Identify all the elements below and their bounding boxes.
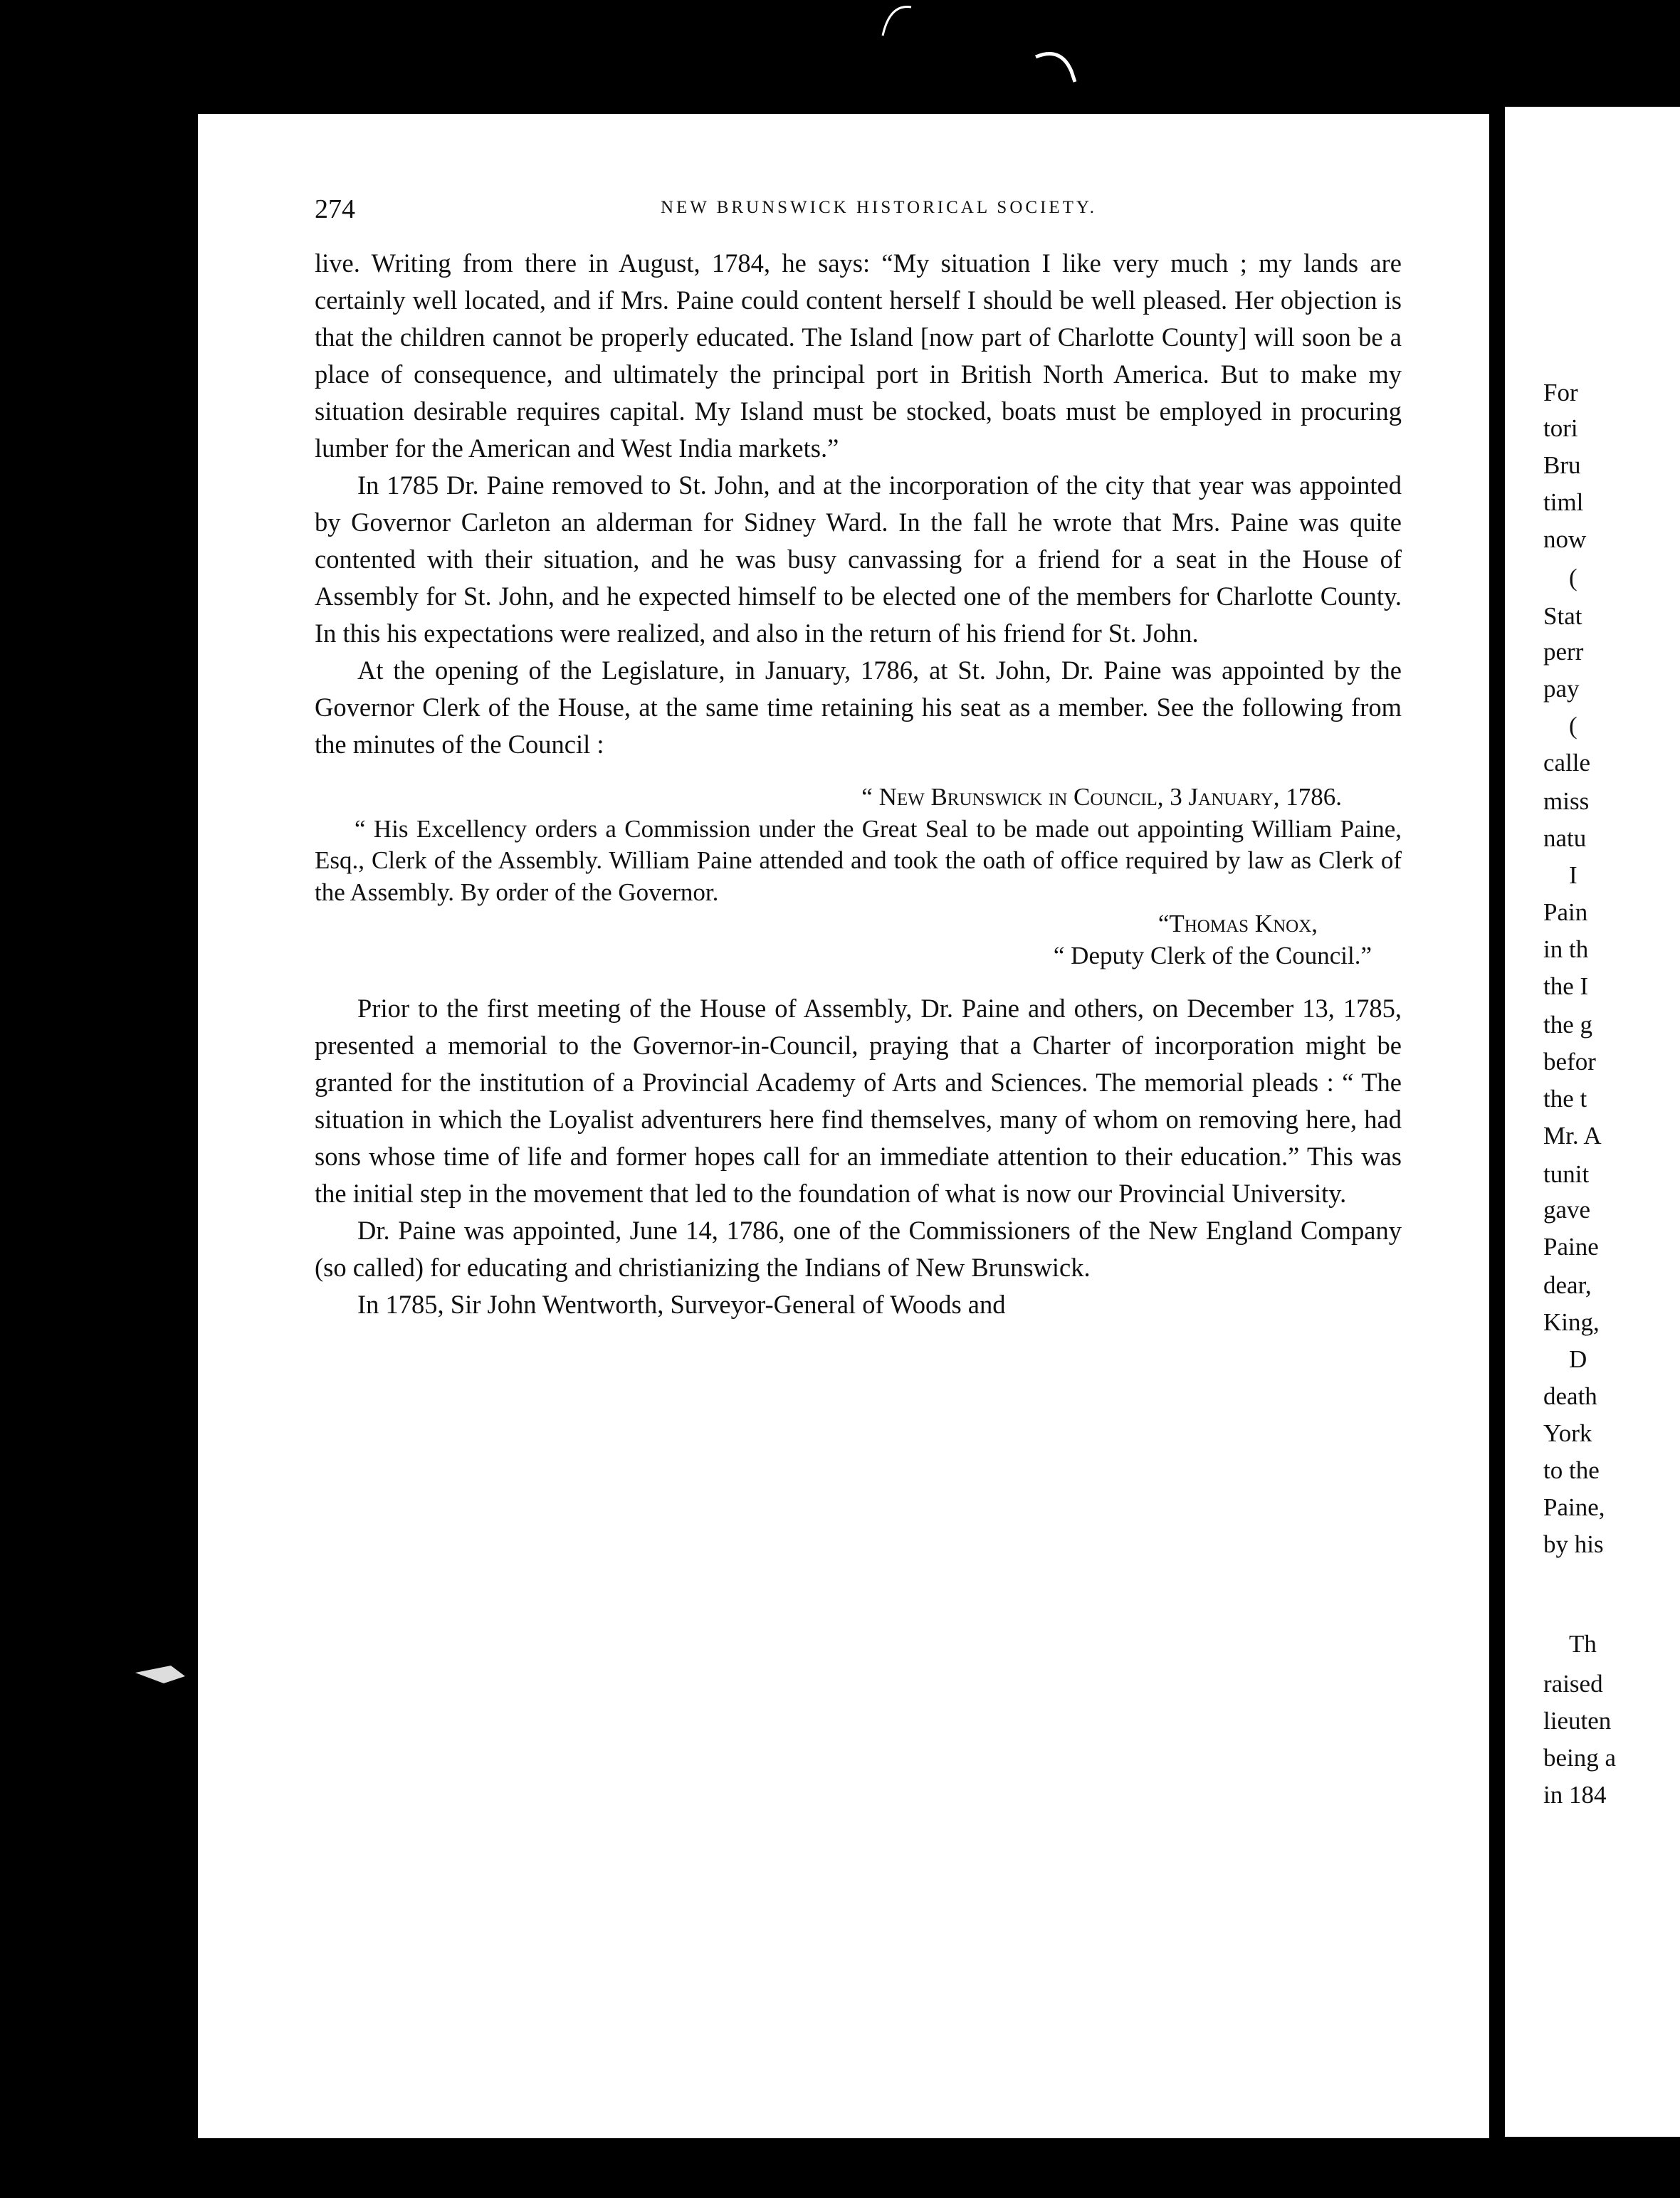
right-page-line-fragment: Mr. A [1543, 1122, 1602, 1150]
right-page-line-fragment: lieuten [1543, 1707, 1612, 1735]
right-page-line-fragment: timl [1543, 488, 1584, 516]
right-page-line-fragment: in th [1543, 935, 1589, 963]
right-page-line-fragment: York [1543, 1419, 1592, 1447]
right-page-line-fragment: D [1569, 1345, 1587, 1373]
right-page-line-fragment: calle [1543, 749, 1591, 777]
right-page-line-fragment: the t [1543, 1085, 1587, 1113]
right-page-line-fragment: Paine [1543, 1233, 1599, 1261]
book-gutter [1489, 114, 1505, 2137]
right-page-line-fragment: the g [1543, 1011, 1593, 1038]
right-page-line-fragment: dear, [1543, 1271, 1592, 1299]
right-page-line-fragment: the I [1543, 972, 1589, 1000]
council-minutes-quote [315, 782, 1402, 972]
right-page-line-fragment: Th [1569, 1630, 1597, 1658]
paragraph: In 1785, Sir John Wentworth, Surveyor-General of Woods and [357, 1290, 1006, 1319]
paragraph: live. Writing from there in August, 1784, he says: “My situation I like very much ; my lands are certainly well located, and if Mrs. Paine could content herself I should be well pleased. Her objection is that the children cannot be properly educated. The Island [now part of Charlotte County] will soon be a place of consequence, and ultimately the principal port in British North America. But to make my situation desirable requires capital. My Island must be stocked, boats must be employed in procuring lumber for the American and West India markets.” [315, 248, 1402, 463]
scan-artifact [128, 1651, 192, 1694]
paragraph: Prior to the first meeting of the House of Assembly, Dr. Paine and others, on December 13, 1785, presented a memorial to the Governor-in-Council, praying that a Charter of incorporation might be granted for the institution of a Provincial Academy of Arts and Sciences. The memorial pleads : “ The situation in which the Loyalist adventurers here find themselves, many of whom on removing here, had sons whose time of life and former hopes call for an immediate attention to their education.” This was the initial step in the movement that led to the foundation of what is now our Provincial University. [315, 994, 1402, 1208]
left-page-body [315, 245, 1402, 1323]
right-page-line-fragment: death [1543, 1382, 1597, 1410]
right-page-line-fragment: natu [1543, 824, 1587, 852]
right-page-line-fragment: King, [1543, 1308, 1600, 1336]
quote-body: “ His Excellency orders a Commission under the Great Seal to be made out appointing William Paine, Esq., Clerk of the Assembly. William Paine attended and took the oath of office required by law as Clerk of the Assembly. By order of the Governor. [315, 814, 1402, 906]
right-page-line-fragment: being a [1543, 1744, 1617, 1772]
right-page-line-fragment: Bru [1543, 451, 1581, 479]
right-page-line-fragment: Pain [1543, 898, 1588, 926]
right-page-line-fragment: in 184 [1543, 1781, 1607, 1809]
right-page-line-fragment: I [1569, 861, 1577, 889]
paragraph: At the opening of the Legislature, in January, 1786, at St. John, Dr. Paine was appointed by the Governor Clerk of the House, at the same time retaining his seat as a member. See the following from the minutes of the Council : [315, 656, 1402, 759]
scan-artifact [199, 2107, 228, 2135]
right-page-line-fragment: pay [1543, 675, 1580, 703]
right-page-line-fragment: gave [1543, 1196, 1591, 1224]
right-page-line-fragment: ( [1569, 564, 1577, 591]
right-page-line-fragment: ( [1569, 712, 1577, 740]
scan-artifact [868, 0, 954, 43]
right-page-line-fragment: befor [1543, 1048, 1596, 1076]
right-page-line-fragment: miss [1543, 787, 1590, 815]
right-page-line-fragment: to the [1543, 1456, 1600, 1484]
right-page-line-fragment: tunit [1543, 1160, 1590, 1188]
paragraph: Dr. Paine was appointed, June 14, 1786, one of the Commissioners of the New England Company (so called) for educating and christianizing the Indians of New Brunswick. [315, 1216, 1402, 1282]
running-head: NEW BRUNSWICK HISTORICAL SOCIETY. [660, 198, 1098, 217]
right-page-line-fragment: Paine, [1543, 1493, 1605, 1521]
right-page-line-fragment: tori [1543, 414, 1578, 442]
right-page-line-fragment: by his [1543, 1530, 1604, 1558]
quote-heading: “ New Brunswick in Council, 3 January, 1786. [861, 783, 1342, 811]
page-number: 274 [315, 194, 355, 224]
right-page-line-fragment: Stat [1543, 602, 1582, 630]
right-page-line-fragment: raised [1543, 1670, 1603, 1698]
right-page-line-fragment: now [1543, 525, 1587, 553]
right-page-line-fragment: For [1543, 379, 1578, 406]
quote-signature-name: “Thomas Knox, [1157, 910, 1318, 937]
paragraph: In 1785 Dr. Paine removed to St. John, and at the incorporation of the city that year was appointed by Governor Carleton an alderman for Sidney Ward. In the fall he wrote that Mrs. Paine was quite contented with their situation, and he was busy canvassing for a friend for a seat in the House of Assembly for St. John, and he expected himself to be elected one of the members for Charlotte County. In this his expectations were realized, and also in the return of his friend for St. John. [315, 470, 1402, 648]
quote-signature-title: “ Deputy Clerk of the Council.” [1053, 941, 1372, 969]
scan-artifact [1032, 43, 1089, 93]
page-header [315, 194, 1400, 231]
right-page-line-fragment: perr [1543, 638, 1584, 666]
